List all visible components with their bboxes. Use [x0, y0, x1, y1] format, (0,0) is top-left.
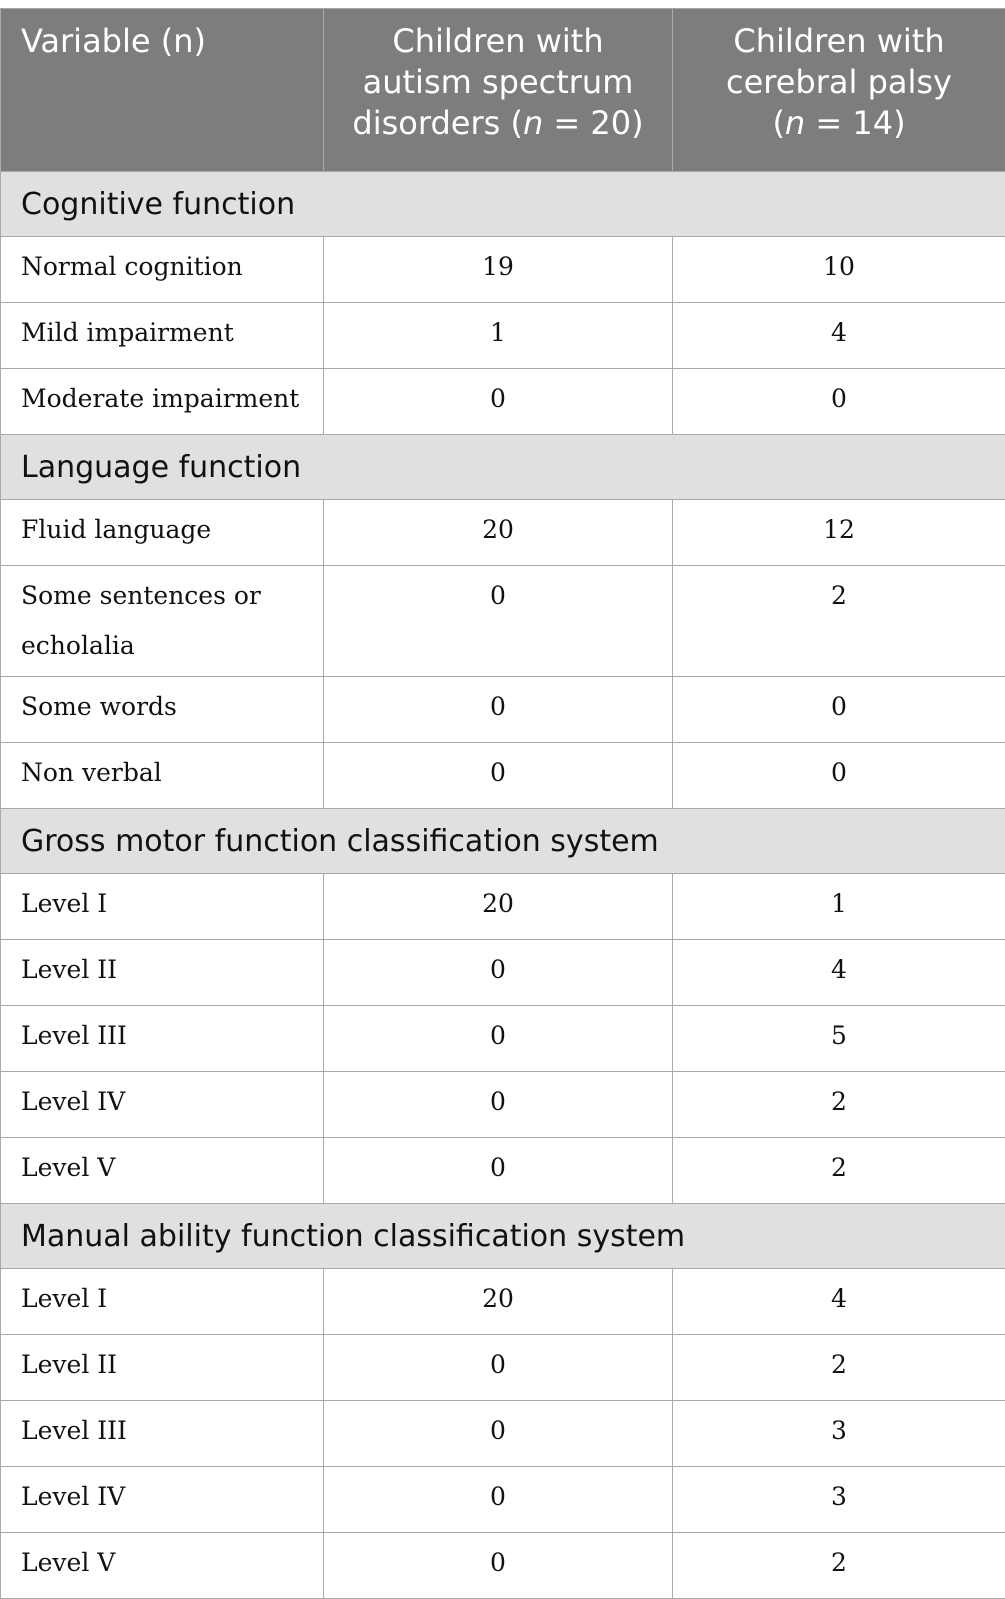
header-asd-group: Children with autism spectrum disorders (n = 20) [324, 9, 673, 172]
cp-value: 5 [673, 1006, 1005, 1072]
asd-value: 0 [324, 1006, 673, 1072]
asd-value: 0 [324, 1533, 673, 1599]
section-title: Cognitive function [1, 172, 1005, 237]
cp-value: 2 [673, 1335, 1005, 1401]
table-header-row [1, 9, 1005, 172]
cp-value: 2 [673, 1072, 1005, 1138]
cp-value: 1 [673, 874, 1005, 940]
row-label: Fluid language [1, 500, 324, 566]
asd-value: 19 [324, 237, 673, 303]
table-row [1, 743, 1005, 809]
asd-value: 0 [324, 1335, 673, 1401]
cp-value: 4 [673, 1269, 1005, 1335]
asd-value: 0 [324, 1467, 673, 1533]
row-label: Level III [1, 1401, 324, 1467]
header-cp-group: Children with cerebral palsy (n = 14) [673, 9, 1005, 172]
table-row [1, 1335, 1005, 1401]
row-label: Normal cognition [1, 237, 324, 303]
table-row [1, 677, 1005, 743]
row-label: Some words [1, 677, 324, 743]
table-row [1, 303, 1005, 369]
section-title: Language function [1, 435, 1005, 500]
table-row [1, 1006, 1005, 1072]
section-title: Manual ability function classification system [1, 1204, 1005, 1269]
table-row [1, 1467, 1005, 1533]
cp-value: 3 [673, 1467, 1005, 1533]
table-row [1, 1072, 1005, 1138]
cp-value: 0 [673, 369, 1005, 435]
asd-value: 20 [324, 874, 673, 940]
row-label: Level II [1, 940, 324, 1006]
table-row [1, 1533, 1005, 1599]
data-table [0, 8, 1005, 1599]
asd-value: 0 [324, 369, 673, 435]
table-row [1, 940, 1005, 1006]
row-label: Level IV [1, 1072, 324, 1138]
section-row [1, 172, 1005, 237]
asd-value: 0 [324, 743, 673, 809]
cp-value: 2 [673, 1533, 1005, 1599]
cp-value: 2 [673, 566, 1005, 677]
cp-value: 3 [673, 1401, 1005, 1467]
row-label: Non verbal [1, 743, 324, 809]
table-row [1, 237, 1005, 303]
asd-value: 0 [324, 1072, 673, 1138]
table-row [1, 1401, 1005, 1467]
row-label: Some sentences or echolalia [1, 566, 324, 677]
asd-value: 20 [324, 500, 673, 566]
header-variable: Variable (n) [1, 9, 324, 172]
row-label: Level I [1, 1269, 324, 1335]
row-label: Level II [1, 1335, 324, 1401]
cp-value: 0 [673, 677, 1005, 743]
cp-value: 4 [673, 303, 1005, 369]
asd-value: 0 [324, 566, 673, 677]
cp-value: 12 [673, 500, 1005, 566]
row-label: Mild impairment [1, 303, 324, 369]
row-label: Level I [1, 874, 324, 940]
table-row [1, 1269, 1005, 1335]
asd-value: 20 [324, 1269, 673, 1335]
cp-value: 10 [673, 237, 1005, 303]
row-label: Level III [1, 1006, 324, 1072]
cp-value: 4 [673, 940, 1005, 1006]
section-row [1, 809, 1005, 874]
table-row [1, 500, 1005, 566]
row-label: Level IV [1, 1467, 324, 1533]
asd-value: 0 [324, 1138, 673, 1204]
asd-value: 1 [324, 303, 673, 369]
section-title: Gross motor function classification system [1, 809, 1005, 874]
section-row [1, 435, 1005, 500]
asd-value: 0 [324, 677, 673, 743]
table-row [1, 369, 1005, 435]
row-label: Level V [1, 1533, 324, 1599]
row-label: Moderate impairment [1, 369, 324, 435]
table-row [1, 566, 1005, 677]
table-row [1, 874, 1005, 940]
table-body [1, 172, 1005, 1599]
asd-value: 0 [324, 940, 673, 1006]
table-row [1, 1138, 1005, 1204]
row-label: Level V [1, 1138, 324, 1204]
asd-value: 0 [324, 1401, 673, 1467]
section-row [1, 1204, 1005, 1269]
cp-value: 0 [673, 743, 1005, 809]
cp-value: 2 [673, 1138, 1005, 1204]
